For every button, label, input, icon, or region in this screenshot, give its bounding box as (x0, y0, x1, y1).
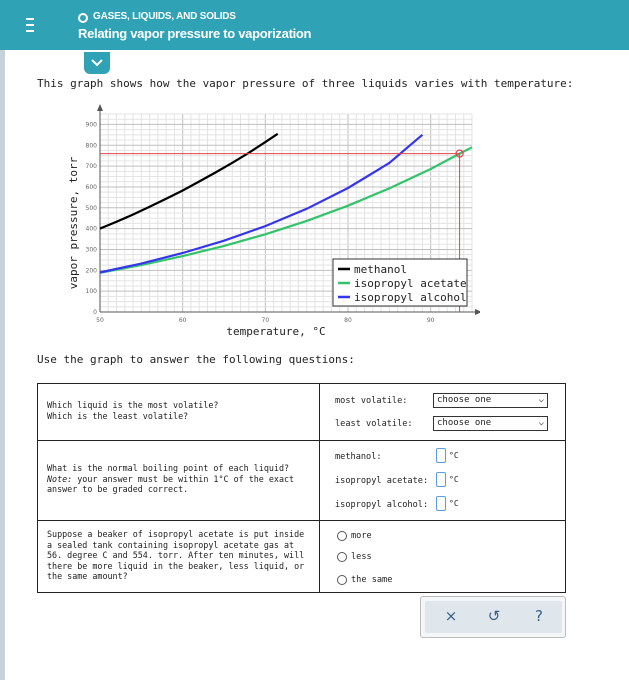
y-tick-label: 200 (85, 267, 97, 275)
option-more-label[interactable]: more (351, 531, 372, 541)
option-same-label[interactable]: the same (351, 575, 393, 585)
y-axis-label: vapor pressure, torr (67, 156, 80, 290)
methanol-bp-label: methanol: (335, 452, 382, 462)
most-volatile-label: most volatile: (335, 396, 408, 406)
option-more-radio[interactable] (337, 531, 347, 541)
y-tick-label: 400 (85, 225, 97, 233)
header-bar (0, 0, 629, 50)
vapor-pressure-chart (60, 100, 480, 345)
help-icon[interactable]: ? (535, 607, 543, 625)
series-line-methanol (100, 134, 278, 229)
menu-icon (26, 18, 34, 20)
question-3: Suppose a beaker of isopropyl acetate is put inside a sealed tank containing isopropyl acetate gas at 56. degree C and 554. torr. After ten minutes, will there be more liquid in the beaker, less liquid, or the same amount? (47, 529, 305, 581)
intro-text: This graph shows how the vapor pressure of three liquids varies with temperature: (37, 77, 574, 90)
x-tick-label: 70 (261, 317, 270, 324)
y-tick-label: 700 (85, 163, 97, 171)
topic-status-icon (78, 13, 88, 23)
y-tick-label: 100 (85, 288, 97, 296)
y-tick-label: 800 (85, 142, 97, 150)
legend-label: isopropyl alcohol (354, 291, 467, 304)
chevron-down-icon (84, 52, 110, 74)
y-tick-label: 900 (85, 121, 97, 129)
x-axis-label: temperature, °C (226, 325, 326, 338)
x-tick-label: 50 (96, 317, 104, 324)
reset-icon[interactable]: ↺ (487, 607, 501, 625)
close-icon[interactable]: × (444, 607, 458, 625)
acetate-bp-label: isopropyl acetate: (335, 476, 429, 486)
instruction-text: Use the graph to answer the following questions: (37, 353, 355, 366)
most-volatile-select[interactable]: choose one ⌵ (433, 393, 548, 408)
y-tick-label: 600 (85, 183, 97, 191)
acetate-bp-input[interactable] (436, 472, 446, 487)
option-less-label[interactable]: less (351, 552, 372, 562)
question-1: Which liquid is the most volatile? Which is the least volatile? (47, 400, 219, 421)
option-less-radio[interactable] (337, 552, 347, 562)
y-axis-arrow (97, 104, 103, 111)
chevron-down-icon: ⌵ (538, 395, 544, 405)
alcohol-bp-label: isopropyl alcohol: (335, 500, 429, 510)
expand-tab[interactable] (84, 52, 110, 74)
topic-label: GASES, LIQUIDS, AND SOLIDS (93, 11, 236, 22)
x-axis-arrow (475, 309, 480, 315)
y-tick-label: 0 (93, 309, 97, 316)
option-same-radio[interactable] (337, 575, 347, 585)
unit-label: °C (449, 499, 459, 508)
page-title: Relating vapor pressure to vaporization (78, 26, 312, 41)
x-tick-label: 90 (426, 317, 435, 324)
side-strip (0, 50, 5, 680)
x-tick-label: 60 (178, 317, 187, 324)
questions-table (37, 383, 566, 593)
y-tick-label: 300 (85, 246, 97, 254)
alcohol-bp-input[interactable] (436, 496, 446, 511)
action-bar (420, 596, 566, 638)
menu-button[interactable] (0, 0, 60, 50)
methanol-bp-input[interactable] (436, 448, 446, 463)
chevron-down-icon: ⌵ (538, 418, 544, 428)
unit-label: °C (449, 451, 459, 460)
question-2: What is the normal boiling point of each liquid? Note: your answer must be within 1°C of the exact answer to be graded correct. (47, 463, 295, 494)
legend-label: isopropyl acetate (354, 277, 467, 290)
y-tick-label: 500 (85, 204, 97, 212)
least-volatile-select[interactable]: choose one ⌵ (433, 416, 548, 431)
least-volatile-label: least volatile: (335, 419, 413, 429)
legend-label: methanol (354, 263, 407, 276)
x-tick-label: 80 (344, 317, 352, 324)
unit-label: °C (449, 475, 459, 484)
